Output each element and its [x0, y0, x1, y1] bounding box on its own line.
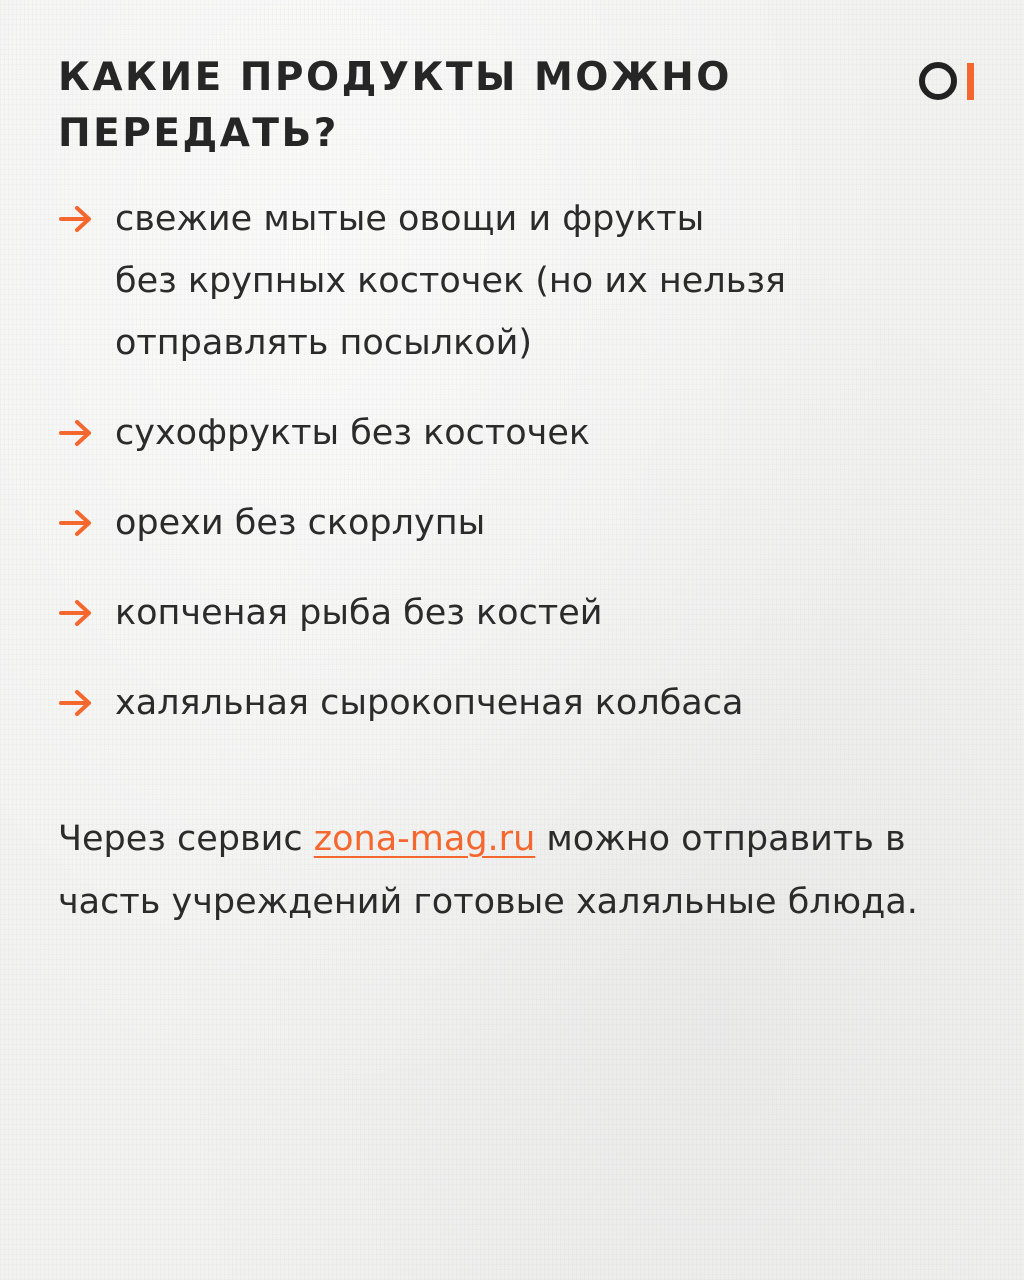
zona-mag-link[interactable]: zona-mag.ru: [313, 819, 536, 859]
list-item-text: сухофрукты без косточек: [115, 413, 591, 453]
list-item-text: свежие мытые овощи и фрукты без крупных косточек (но их нельзя отправлять посылкой): [115, 199, 786, 363]
arrow-right-icon: [58, 688, 94, 718]
list-item-text: копченая рыба без костей: [115, 593, 603, 633]
arrow-right-icon: [58, 204, 94, 234]
list-item: [58, 672, 958, 734]
list-item: [58, 188, 958, 374]
note-text-start: Через сервис: [58, 819, 314, 859]
list-item: [58, 582, 958, 644]
service-note: [58, 808, 958, 934]
list-item-text: халяльная сырокопченая колбаса: [115, 683, 744, 723]
arrow-right-icon: [58, 598, 94, 628]
arrow-right-icon: [58, 418, 94, 448]
list-item: [58, 492, 958, 554]
note-text-end: можно отправить в часть учреждений готовые халяльные блюда.: [58, 819, 918, 922]
product-list: [58, 188, 958, 762]
list-item: [58, 402, 958, 464]
logo-icon: [918, 60, 978, 102]
page-title: КАКИЕ ПРОДУКТЫ МОЖНО ПЕРЕДАТЬ?: [58, 55, 732, 156]
list-item-text: орехи без скорлупы: [115, 503, 486, 543]
arrow-right-icon: [58, 508, 94, 538]
